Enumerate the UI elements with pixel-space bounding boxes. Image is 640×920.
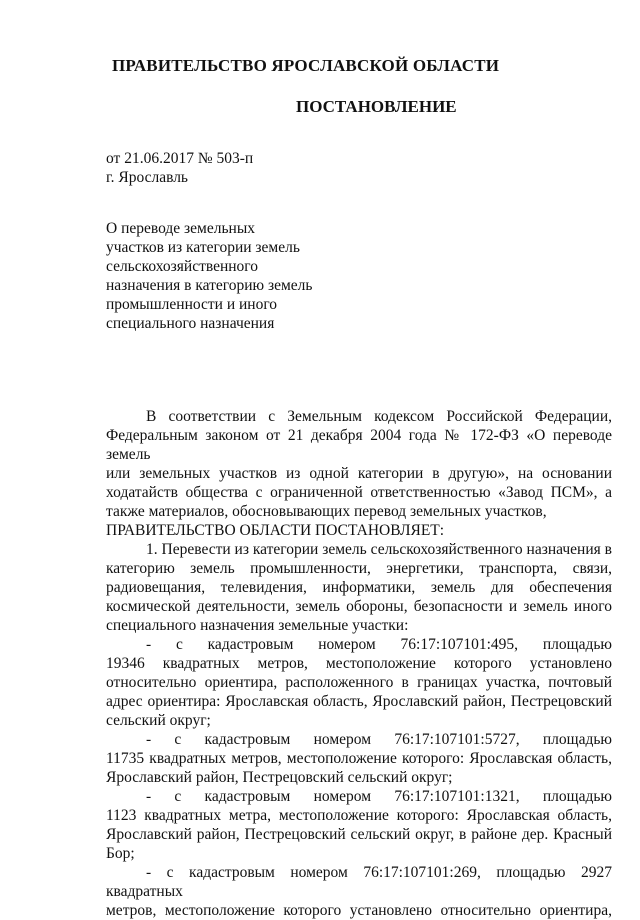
body-line: 1. Перевести из категории земель сельскохозяйственного назначения в	[146, 541, 612, 558]
date-and-number: от 21.06.2017 № 503-п	[106, 150, 254, 167]
preamble-paragraph	[106, 407, 612, 521]
document-meta	[106, 149, 253, 187]
body-line: - с кадастровым номером 76:17:107101:5727, площадью	[146, 731, 612, 748]
document-body	[106, 407, 612, 920]
body-line: ходатайств общества с ограниченной ответственностью «Завод ПСМ», а	[106, 484, 612, 501]
body-line: 19346 квадратных метров, местоположение которого установлено	[106, 655, 612, 672]
body-line: космической деятельности, земель обороны, безопасности и земель иного	[106, 598, 612, 615]
land-plot-item	[106, 787, 612, 863]
item-1-paragraph	[106, 540, 612, 635]
subject-line: участков из категории земель	[106, 239, 300, 256]
document-subject	[106, 219, 346, 333]
body-line: 11735 квадратных метров, местоположение которого: Ярославская область,	[106, 750, 612, 767]
body-line: - с кадастровым номером 76:17:107101:1321, площадью	[146, 788, 612, 805]
body-line: категорию земель промышленности, энергетики, транспорта, связи,	[106, 560, 612, 577]
body-line: сельский округ;	[106, 712, 211, 729]
government-name: ПРАВИТЕЛЬСТВО ЯРОСЛАВСКОЙ ОБЛАСТИ	[112, 56, 500, 75]
land-plot-item	[106, 730, 612, 787]
subject-line: сельскохозяйственного	[106, 258, 259, 275]
body-line: Ярославский район, Пестрецовский сельский округ, в районе дер. Красный	[106, 826, 612, 843]
government-title	[0, 56, 640, 76]
subject-line: назначения в категорию земель	[106, 277, 313, 294]
subject-line: специального назначения	[106, 315, 275, 332]
body-line: относительно ориентира, расположенного в границах участка, почтовый	[106, 674, 612, 691]
body-line: - с кадастровым номером 76:17:107101:495, площадью	[146, 636, 612, 653]
body-line: В соответствии с Земельным кодексом Российской Федерации,	[146, 408, 612, 425]
body-line: или земельных участков из одной категории в другую», на основании	[106, 465, 612, 482]
body-line: Федеральным законом от 21 декабря 2004 года № 172-ФЗ «О переводе земель	[106, 427, 612, 463]
body-line: 1123 квадратных метра, местоположение которого: Ярославская область,	[106, 807, 612, 824]
body-line: Бор;	[106, 845, 135, 862]
body-line: - с кадастровым номером 76:17:107101:269, площадью 2927 квадратных	[106, 864, 612, 900]
body-line: адрес ориентира: Ярославская область, Ярославский район, Пестрецовский	[106, 693, 612, 710]
body-line: Ярославский район, Пестрецовский сельский округ;	[106, 769, 453, 786]
resolution-heading: ПРАВИТЕЛЬСТВО ОБЛАСТИ ПОСТАНОВЛЯЕТ:	[106, 522, 445, 539]
body-line: метров, местоположение которого установлено относительно ориентира,	[106, 902, 612, 919]
land-plot-item	[106, 635, 612, 730]
body-line: радиовещания, телевидения, информатики, земель для обеспечения	[106, 579, 612, 596]
land-plot-item	[106, 863, 612, 920]
body-line: также материалов, обосновывающих перевод земельных участков,	[106, 503, 547, 520]
subject-line: промышленности и иного	[106, 296, 278, 313]
body-line: специального назначения земельные участки:	[106, 617, 409, 634]
city: г. Ярославль	[106, 169, 188, 186]
document-type: ПОСТАНОВЛЕНИЕ	[296, 97, 457, 116]
subject-line: О переводе земельных	[106, 220, 255, 237]
